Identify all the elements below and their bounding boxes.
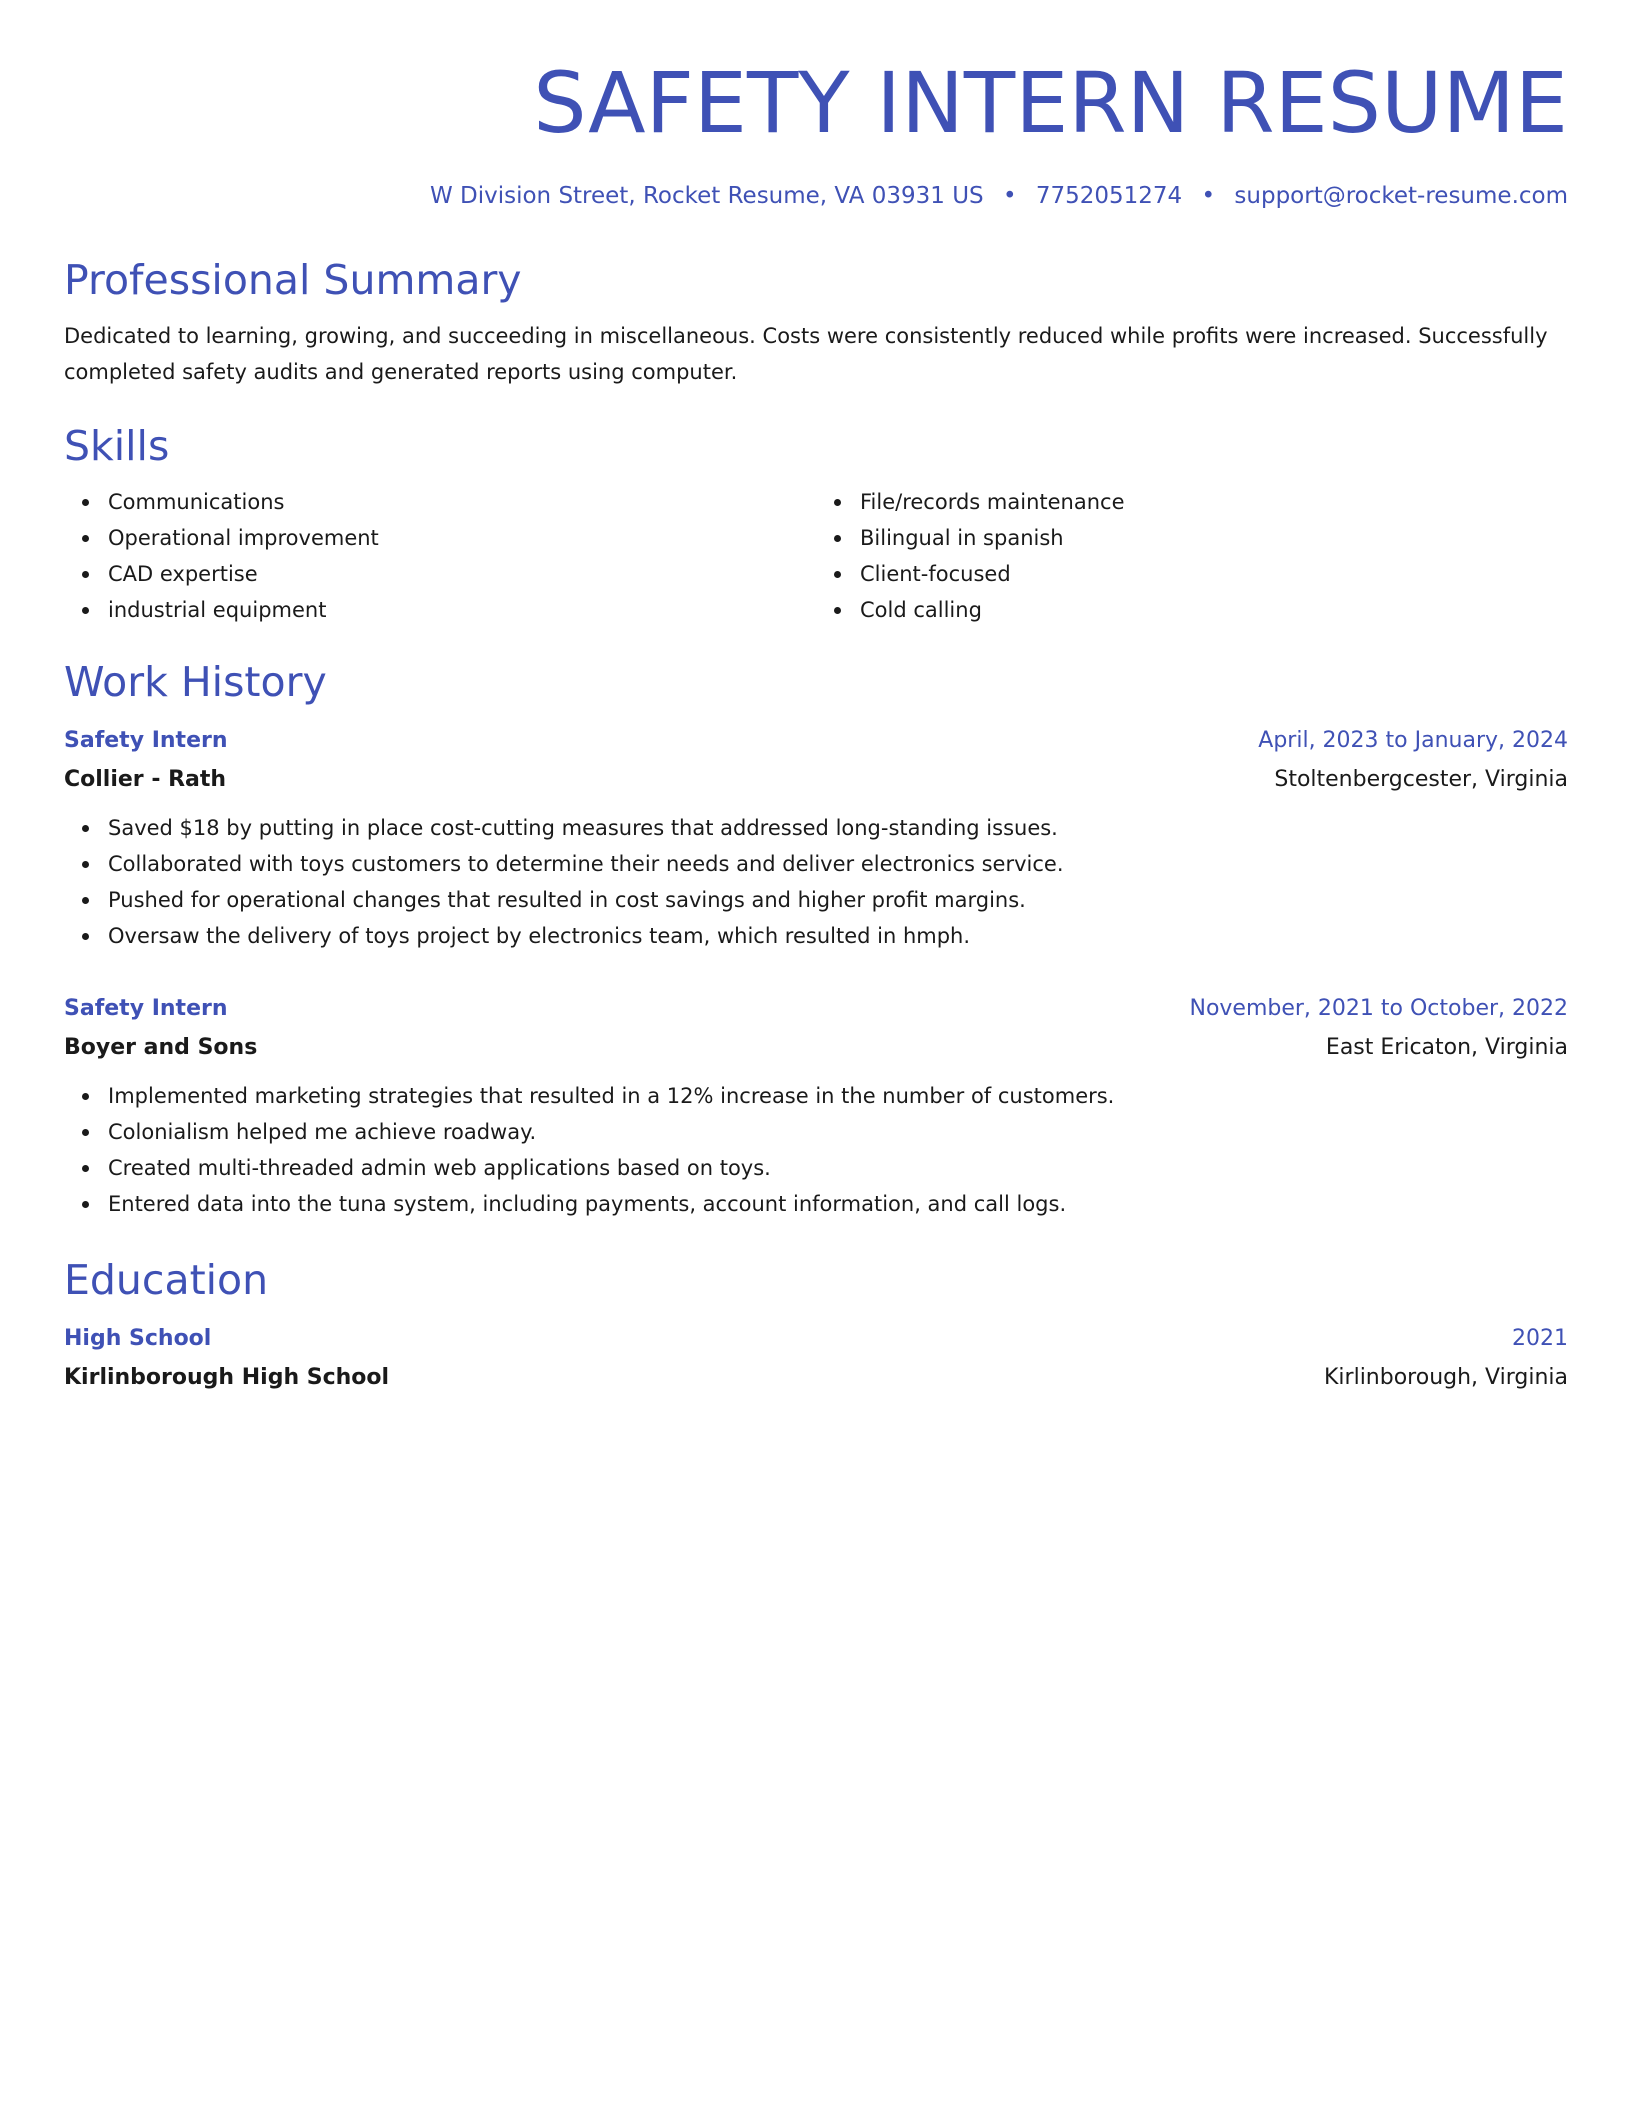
skill-item: File/records maintenance	[860, 484, 1568, 520]
skills-column-right	[816, 484, 1568, 628]
summary-section	[64, 252, 1568, 390]
summary-heading: Professional Summary	[64, 256, 522, 304]
job-location: Stoltenbergcester, Virginia	[1274, 767, 1568, 792]
job-bullets	[64, 810, 1568, 954]
job-bullet: Collaborated with toys customers to determine their needs and deliver electronics service.	[108, 846, 1568, 882]
skill-item: CAD expertise	[108, 556, 816, 592]
job-bullet: Entered data into the tuna system, including payments, account information, and call logs.	[108, 1186, 1568, 1222]
contact-phone: 7752051274	[1035, 183, 1183, 209]
skills-grid	[64, 484, 1568, 628]
job-bullet: Oversaw the delivery of toys project by electronics team, which resulted in hmph.	[108, 918, 1568, 954]
skills-section	[64, 418, 1568, 628]
job-dates: April, 2023 to January, 2024	[1258, 728, 1568, 753]
contact-separator: •	[1201, 183, 1216, 209]
summary-text: Dedicated to learning, growing, and succeeding in miscellaneous. Costs were consistently reduced while profits were increased. Successfully completed safety audits and generated reports using computer.	[64, 324, 1548, 384]
contact-line	[64, 180, 1568, 212]
job-company: Collier - Rath	[64, 767, 227, 792]
contact-address: W Division Street, Rocket Resume, VA 03931 US	[429, 183, 984, 209]
job-dates: November, 2021 to October, 2022	[1189, 996, 1568, 1021]
resume-title: SAFETY INTERN RESUME	[533, 54, 1568, 152]
skill-item: Client-focused	[860, 556, 1568, 592]
education-school: Kirlinborough High School	[64, 1365, 390, 1390]
job-bullet: Created multi-threaded admin web applications based on toys.	[108, 1150, 1568, 1186]
contact-email: support@rocket-resume.com	[1234, 183, 1568, 209]
skills-column-left	[64, 484, 816, 628]
job-title: Safety Intern	[64, 728, 228, 753]
job-bullet: Colonialism helped me achieve roadway.	[108, 1114, 1568, 1150]
job-company: Boyer and Sons	[64, 1035, 258, 1060]
skill-item: Bilingual in spanish	[860, 520, 1568, 556]
job-bullet: Implemented marketing strategies that resulted in a 12% increase in the number of customers.	[108, 1078, 1568, 1114]
skill-item: Communications	[108, 484, 816, 520]
job-bullet: Pushed for operational changes that resulted in cost savings and higher profit margins.	[108, 882, 1568, 918]
education-location: Kirlinborough, Virginia	[1324, 1365, 1568, 1390]
contact-separator: •	[1002, 183, 1017, 209]
education-heading: Education	[64, 1256, 269, 1304]
job-title: Safety Intern	[64, 996, 228, 1021]
education-section	[64, 1252, 1568, 1398]
work-history-section	[64, 654, 1568, 1222]
skill-item: industrial equipment	[108, 592, 816, 628]
skill-item: Operational improvement	[108, 520, 816, 556]
job-entry	[64, 990, 1568, 1222]
work-history-heading: Work History	[64, 658, 327, 706]
job-location: East Ericaton, Virginia	[1325, 1035, 1568, 1060]
skill-item: Cold calling	[860, 592, 1568, 628]
job-bullet: Saved $18 by putting in place cost-cutting measures that addressed long-standing issues.	[108, 810, 1568, 846]
education-entry	[64, 1320, 1568, 1398]
job-entry	[64, 722, 1568, 954]
education-year: 2021	[1512, 1326, 1568, 1351]
skills-heading: Skills	[64, 422, 170, 470]
education-degree: High School	[64, 1326, 212, 1351]
job-bullets	[64, 1078, 1568, 1222]
